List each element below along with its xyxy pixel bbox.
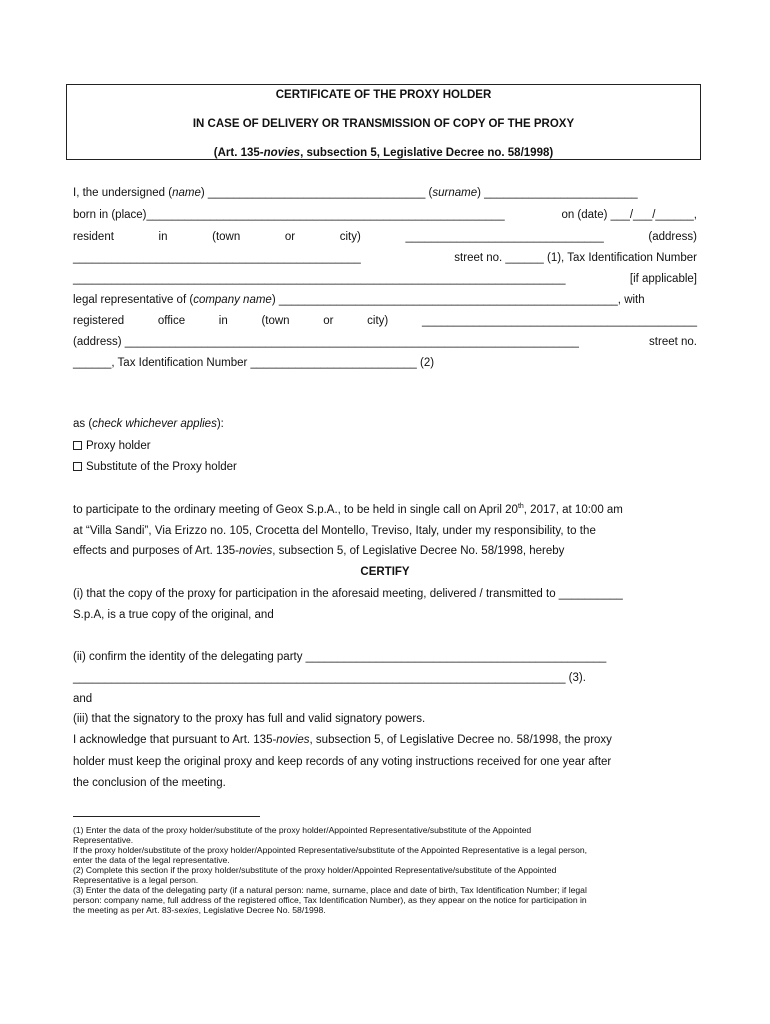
acknowledge-line-3: the conclusion of the meeting. [73,777,226,789]
meeting-paragraph-line-1: to participate to the ordinary meeting of Geox S.p.A., to be held in single call on April 20th, 2017, at 10:00 am [73,503,623,516]
birth-line: born in (place)________________________________________________________ on (date) ___/___/______, [73,209,697,221]
footnote-1: (1) Enter the data of the proxy holder/substitute of the proxy holder/Appointed Representative/substitute of the Appointed Representative. If the proxy holder/substitute of the proxy holder/Appointed Representative/substitute of the Appointed Representative is a legal person, enter the data of the legal representative. [73,825,588,865]
checkbox-substitute[interactable] [73,462,82,471]
legal-representative-line: legal representative of (company name) _____________________________________________________, with [73,294,645,306]
address-line: (address) _______________________________________________________________________ street no. [73,336,697,348]
meeting-paragraph-line-2: at “Villa Sandi”, Via Erizzo no. 105, Crocetta del Montello, Treviso, Italy, under my responsibility, to the [73,525,596,537]
check-intro: as (check whichever applies): [73,418,224,430]
meeting-paragraph-line-3: effects and purposes of Art. 135-novies, subsection 5, of Legislative Decree No. 58/1998, hereby [73,545,565,557]
legal-reference: (Art. 135-novies, subsection 5, Legislative Decree no. 58/1998) [213,147,554,159]
and-text: and [73,693,93,705]
certify-item-3: (iii) that the signatory to the proxy has full and valid signatory powers. [73,713,426,725]
certify-item-1: (i) that the copy of the proxy for participation in the aforesaid meeting, delivered / transmitted to __________ [73,588,623,600]
certify-item-2: (ii) confirm the identity of the delegating party _______________________________________________ [73,651,607,663]
document-subtitle: IN CASE OF DELIVERY OR TRANSMISSION OF COPY OF THE PROXY [192,118,575,130]
certify-item-1-cont: S.p.A, is a true copy of the original, and [73,609,274,621]
company-tax-id-line: ______, Tax Identification Number __________________________ (2) [73,357,435,369]
option-substitute[interactable]: Substitute of the Proxy holder [73,461,697,473]
footnote-3: (3) Enter the data of the delegating party (if a natural person: name, surname, place and date of birth, Tax Identification Number; if legal person: company name, full address of the registered office, Tax Identification Number), as they appear on the notice for participation in the meeting as per Art. 83-sexies, Legislative Decree No. 58/1998. [73,885,587,915]
registered-office-line: registered office in (town or city) ___________________________________________ [73,315,697,327]
acknowledge-line-1: I acknowledge that pursuant to Art. 135-novies, subsection 5, of Legislative Decree no. 58/1998, the proxy [73,734,612,746]
document-title: CERTIFICATE OF THE PROXY HOLDER [275,89,492,101]
street-line: _____________________________________________ street no. ______ (1), Tax Identification Number [73,252,697,264]
option-proxy-holder[interactable]: Proxy holder [73,440,697,452]
certify-item-2-cont: _____________________________________________________________________________ (3). [73,672,586,684]
certify-heading: CERTIFY [360,566,410,578]
residence-line: resident in (town or city) _______________________________ (address) [73,231,697,243]
undersigned-line: I, the undersigned (name) __________________________________ (surname) ________________________ [73,187,638,199]
checkbox-proxy-holder[interactable] [73,441,82,450]
tax-id-line: _____________________________________________________________________________ [if applicable] [73,273,697,285]
footnote-2: (2) Complete this section if the proxy holder/substitute of the proxy holder/Appointed Representative/substitute of the Appointed Representative is a legal person. [73,865,557,885]
acknowledge-line-2: holder must keep the original proxy and keep records of any voting instructions received for one year after [73,756,612,768]
footnote-rule [73,816,260,817]
